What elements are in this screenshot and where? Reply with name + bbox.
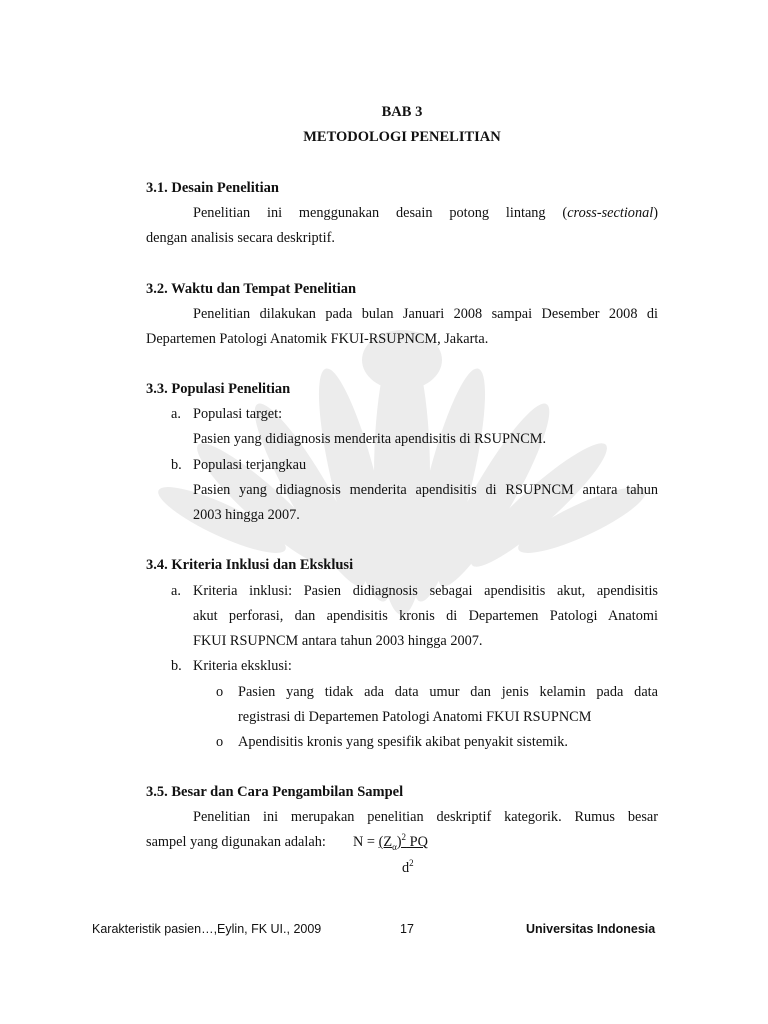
sublist-item-text: registrasi di Departemen Patologi Anatomi FKUI RSUPNCM [238, 709, 592, 725]
list-item-text: akut perforasi, dan apendisitis kronis di Departemen Patologi Anatomi [193, 608, 658, 624]
list-item-text: 2003 hingga 2007. [193, 507, 300, 523]
paragraph-line: Penelitian ini menggunakan desain potong lintang (cross-sectional) [193, 205, 658, 221]
section-heading-3-5: 3.5. Besar dan Cara Pengambilan Sampel [146, 784, 404, 800]
page-number: 17 [400, 922, 414, 936]
list-item-text: Kriteria inklusi: Pasien didiagnosis sebagai apendisitis akut, apendisitis [193, 583, 658, 599]
list-marker: b. [171, 457, 182, 473]
list-item-label: Populasi target: [193, 406, 283, 422]
paragraph-line: sampel yang digunakan adalah: [146, 834, 326, 850]
list-item-label: Populasi terjangkau [193, 457, 307, 473]
section-heading-3-2: 3.2. Waktu dan Tempat Penelitian [146, 281, 357, 297]
list-marker: a. [171, 406, 181, 422]
list-item-text: Pasien yang didiagnosis menderita apendisitis di RSUPNCM antara tahun [193, 482, 658, 498]
list-item-text: Pasien yang didiagnosis menderita apendisitis di RSUPNCM. [193, 431, 547, 447]
section-heading-3-3: 3.3. Populasi Penelitian [146, 381, 291, 397]
paragraph-line: Departemen Patologi Anatomik FKUI-RSUPNCM, Jakarta. [146, 331, 489, 347]
formula-denominator: $d^2$ [402, 858, 414, 876]
list-marker: a. [171, 583, 181, 599]
section-heading-3-1: 3.1. Desain Penelitian [146, 180, 279, 196]
formula-lhs: N [353, 834, 364, 850]
paragraph-line: dengan analisis secara deskriptif. [146, 230, 335, 246]
sublist-item-text: Apendisitis kronis yang spesifik akibat penyakit sistemik. [238, 734, 568, 750]
paragraph-line: Penelitian ini merupakan penelitian deskriptif kategorik. Rumus besar [193, 809, 658, 825]
footer-institution: Universitas Indonesia [526, 922, 656, 936]
chapter-title: METODOLOGI PENELITIAN [303, 129, 501, 145]
list-item-text: FKUI RSUPNCM antara tahun 2003 hingga 2007. [193, 633, 483, 649]
bullet-marker: o [216, 734, 224, 750]
formula-equals: = [366, 834, 375, 850]
paragraph-line: Penelitian dilakukan pada bulan Januari 2008 sampai Desember 2008 di [193, 306, 658, 322]
formula-numerator: $N = (Z_\alpha)^2$ PQ [353, 832, 428, 852]
bullet-marker: o [216, 684, 224, 700]
chapter-number: BAB 3 [381, 104, 423, 120]
list-marker: b. [171, 658, 182, 674]
section-heading-3-4: 3.4. Kriteria Inklusi dan Eksklusi [146, 557, 354, 573]
sublist-item-text: Pasien yang tidak ada data umur dan jenis kelamin pada data [238, 684, 658, 700]
list-item-label: Kriteria eksklusi: [193, 658, 292, 674]
footer-citation: Karakteristik pasien…,Eylin, FK UI., 2009 [92, 922, 322, 936]
